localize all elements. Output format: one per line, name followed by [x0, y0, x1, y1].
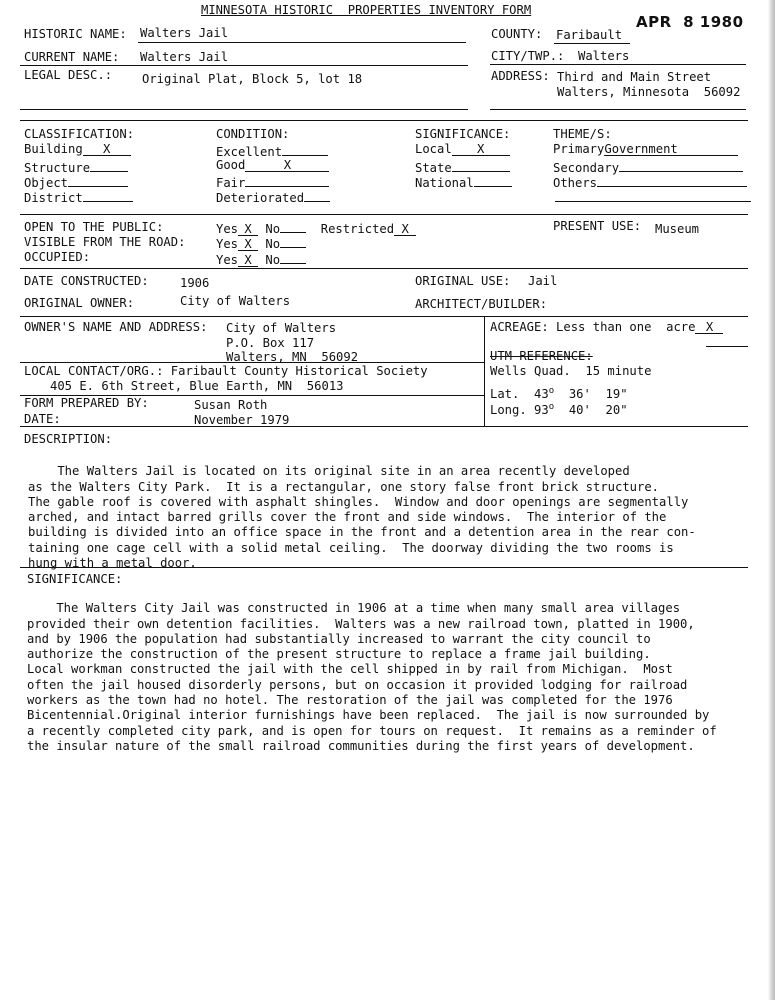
historic-name-value: Walters Jail: [140, 26, 229, 40]
classification-label: CLASSIFICATION:: [24, 127, 135, 141]
condition-deteriorated: Deteriorated: [216, 188, 330, 206]
classification-structure: Structure: [24, 158, 128, 176]
quad: Wells Quad. 15 minute: [490, 364, 652, 378]
significance-label: SIGNIFICANCE:: [27, 572, 123, 586]
open-public-options: Yes X No Restricted X: [216, 219, 416, 237]
historic-name-label: HISTORIC NAME:: [24, 27, 127, 41]
date-value: November 1979: [194, 413, 290, 427]
occupied-label: OCCUPIED:: [24, 250, 91, 264]
received-date-stamp: APR 8 1980: [636, 13, 744, 31]
present-use-value: Museum: [655, 222, 700, 236]
city-twp-value: Walters: [578, 49, 630, 63]
owner-address-line2: P.O. Box 117: [226, 336, 315, 350]
classification-object: Object: [24, 173, 128, 191]
original-owner-value: City of Walters: [180, 294, 291, 308]
original-owner-label: ORIGINAL OWNER:: [24, 296, 135, 310]
county-label: COUNTY:: [491, 27, 543, 41]
significance-level-label: SIGNIFICANCE:: [415, 127, 511, 141]
owner-address-label: OWNER'S NAME AND ADDRESS:: [24, 320, 208, 334]
legal-desc-value: Original Plat, Block 5, lot 18: [142, 72, 363, 86]
form-title: MINNESOTA HISTORIC PROPERTIES INVENTORY FORM: [201, 3, 532, 17]
visible-road-label: VISIBLE FROM THE ROAD:: [24, 235, 186, 249]
open-public-label: OPEN TO THE PUBLIC:: [24, 220, 164, 234]
date-constructed-label: DATE CONSTRUCTED:: [24, 274, 149, 288]
current-name-label: CURRENT NAME:: [24, 50, 120, 64]
original-use-label: ORIGINAL USE:: [415, 274, 511, 288]
description-text: The Walters Jail is located on its original site in an area recently developed as the Walters City Park. It is a rectangular, one story false front brick structure. The gable roof is covered with asphalt shingles. Window and door openings are segmentally arched, and intact barred grills cover the front and side windows. The interior of the building is divided into an office space in the front and a detention area in the rear con- taining one cage cell with a solid metal ceiling. The doorway dividing the two rooms is hung with a metal door.: [28, 464, 696, 571]
prepared-by-label: FORM PREPARED BY:: [24, 396, 149, 410]
original-use-value: Jail: [528, 274, 558, 288]
prepared-by-value: Susan Roth: [194, 398, 268, 412]
longitude: Long. 93$^o$ 40' 20": [490, 402, 628, 418]
legal-desc-label: LEGAL DESC.:: [24, 68, 113, 82]
significance-local: Local X: [415, 142, 510, 157]
significance-text: The Walters City Jail was constructed in 1906 at a time when many small area villages provided their own detention facilities. Walters was a new railroad town, platted in 1900, and by 1906 the population had substantially increased to warrant the city council to authorize the construction of the present structure to replace a frame jail building. Local workman constructed the jail with the cell shipped in by rail from Michigan. Most often the jail housed disorderly persons, but on occasion it provided lodging for railroad workers as the town had no hotel. The restoration of the jail was completed for the 1976 Bicentennial.Original interior furnishings have been replaced. The jail is now surrounded by a recently completed city park, and is open for tours on request. It remains as a reminder of the insular nature of the small railroad communities during the first years of development.: [27, 601, 717, 753]
owner-address-line3: Walters, MN 56092: [226, 350, 359, 364]
owner-address-line1: City of Walters: [226, 321, 337, 335]
significance-state: State: [415, 158, 510, 176]
local-contact-label: LOCAL CONTACT/ORG.: Faribault County Historical Society: [24, 364, 428, 378]
visible-road-options: Yes X No: [216, 234, 306, 252]
themes-label: THEME/S:: [553, 127, 612, 141]
classification-district: District: [24, 188, 133, 206]
theme-others: Others: [553, 173, 747, 191]
date-constructed-value: 1906: [180, 276, 210, 290]
latitude: Lat. 43$^o$ 36' 19": [490, 386, 628, 402]
architect-label: ARCHITECT/BUILDER:: [415, 297, 548, 311]
address-line1: Third and Main Street: [557, 70, 712, 84]
date-label: DATE:: [24, 412, 61, 426]
utm-reference-label: UTM REFERENCE:: [490, 349, 593, 363]
current-name-value: Walters Jail: [140, 50, 229, 64]
address-label: ADDRESS:: [491, 69, 550, 83]
condition-excellent: Excellent: [216, 142, 328, 160]
condition-good: Good X: [216, 158, 329, 173]
description-label: DESCRIPTION:: [24, 432, 113, 446]
theme-secondary: Secondary: [553, 158, 743, 176]
condition-fair: Fair: [216, 173, 329, 191]
county-value: Faribault: [556, 28, 623, 42]
occupied-options: Yes X No: [216, 250, 306, 268]
city-twp-label: CITY/TWP.:: [491, 49, 565, 63]
address-line2: Walters, Minnesota 56092: [557, 85, 741, 99]
classification-building: Building X: [24, 142, 131, 157]
acreage-label: ACREAGE: Less than one acre X: [490, 320, 723, 335]
significance-national: National: [415, 173, 512, 191]
scan-edge: [768, 0, 775, 1000]
present-use-label: PRESENT USE:: [553, 219, 642, 233]
theme-primary: PrimaryGovernment: [553, 142, 738, 157]
local-contact-address: 405 E. 6th Street, Blue Earth, MN 56013: [50, 379, 344, 393]
condition-label: CONDITION:: [216, 127, 290, 141]
